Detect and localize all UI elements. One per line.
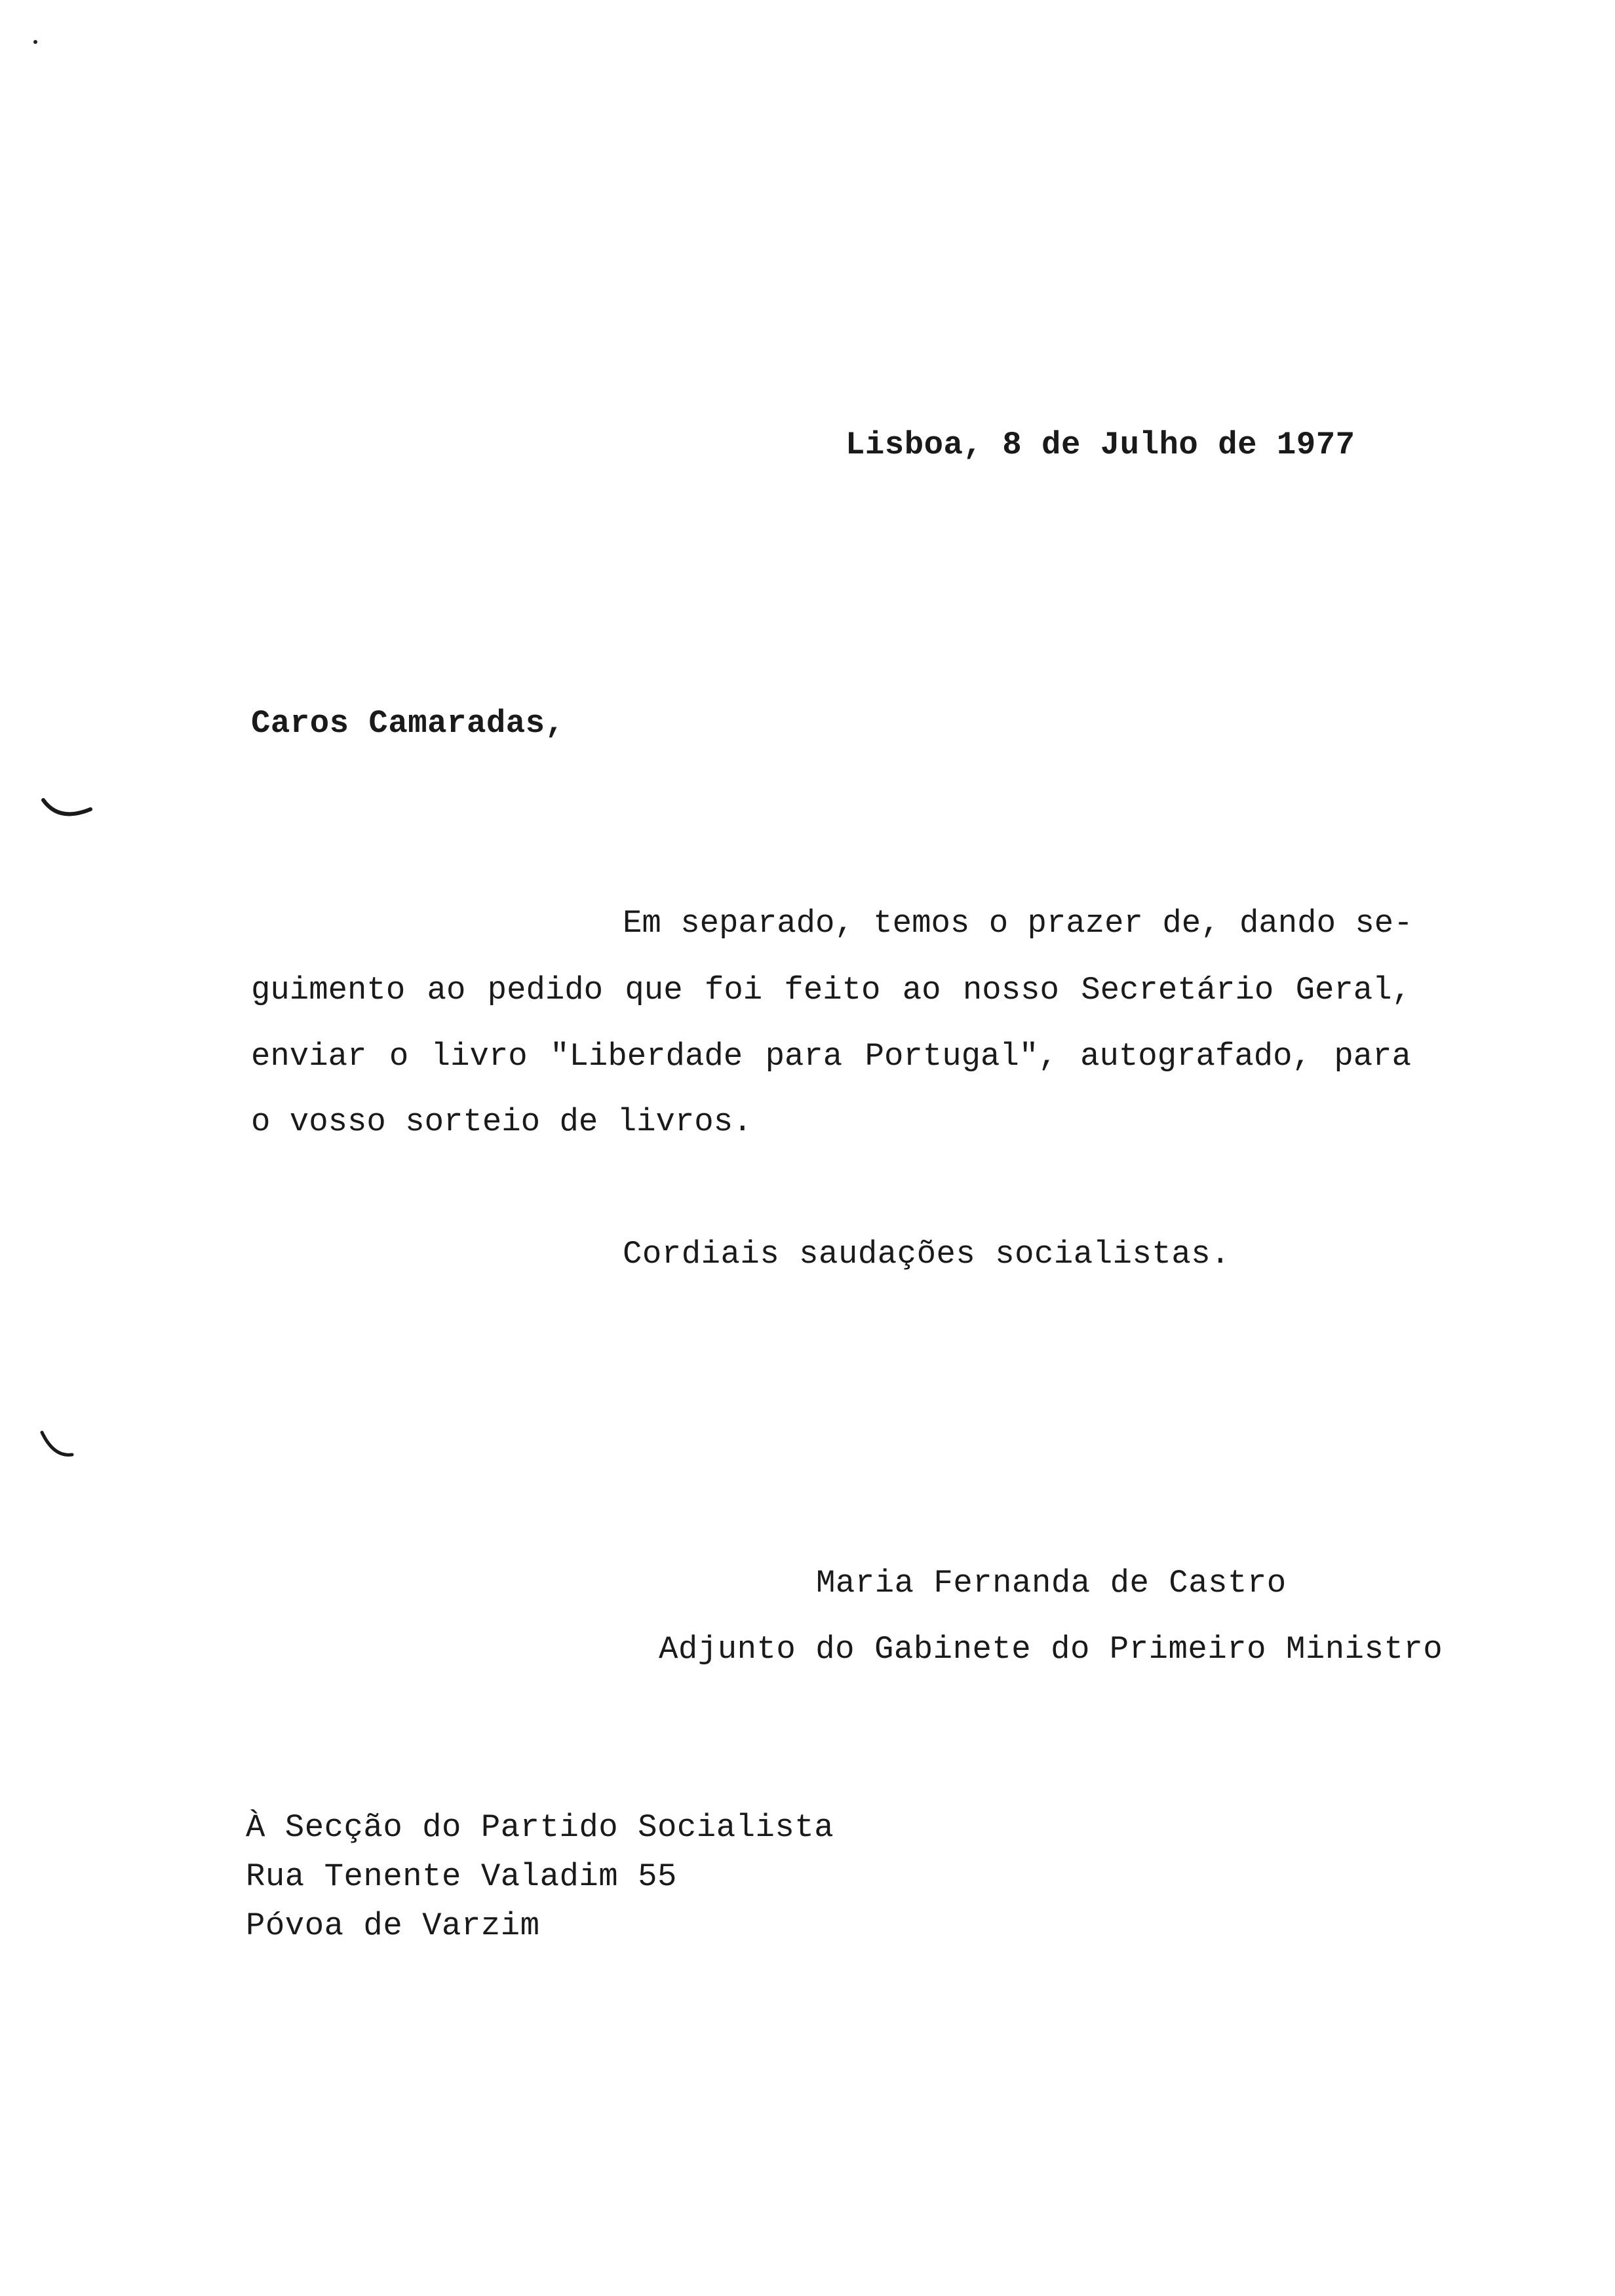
punch-hole-mark-upper bbox=[39, 796, 98, 829]
punch-hole-mark-lower bbox=[38, 1428, 84, 1468]
body-line: enviar o livro "Liberdade para Portugal", autografado, para bbox=[251, 1038, 1411, 1075]
recipient-line: À Secção do Partido Socialista bbox=[246, 1809, 834, 1846]
ink-dot bbox=[33, 40, 37, 44]
signatory-title: Adjunto do Gabinete do Primeiro Ministro bbox=[659, 1631, 1443, 1668]
recipient-line: Póvoa de Varzim bbox=[246, 1907, 540, 1944]
recipient-line: Rua Tenente Valadim 55 bbox=[246, 1858, 677, 1895]
body-line: guimento ao pedido que foi feito ao nosso Secretário Geral, bbox=[251, 972, 1411, 1008]
signatory-name: Maria Fernanda de Castro bbox=[816, 1565, 1287, 1601]
body-line: Em separado, temos o prazer de, dando se- bbox=[623, 905, 1413, 942]
body-line: o vosso sorteio de livros. bbox=[251, 1103, 752, 1140]
place-date: Lisboa, 8 de Julho de 1977 bbox=[846, 427, 1355, 463]
stray-pen-mark bbox=[26, 13, 92, 52]
salutation: Caros Camaradas, bbox=[251, 705, 565, 742]
closing: Cordiais saudações socialistas. bbox=[623, 1236, 1231, 1272]
